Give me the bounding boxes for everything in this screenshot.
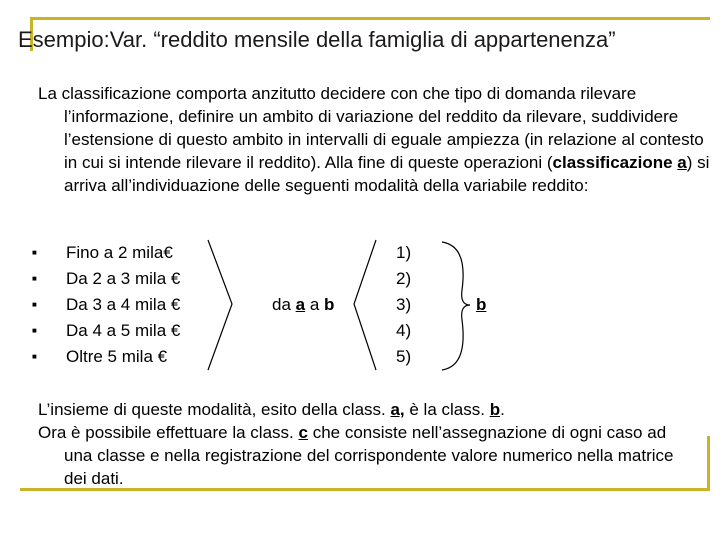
bottom-text-1b: è la class. — [404, 400, 490, 419]
bottom-text — [38, 398, 688, 490]
left-bracket — [208, 240, 232, 370]
bottom-line-2 — [38, 421, 688, 490]
bottom-line-1 — [38, 398, 688, 421]
right-curly-bracket — [442, 242, 470, 370]
bullet-icon: ■ — [32, 300, 37, 309]
bullet-icon: ■ — [32, 352, 37, 361]
modality-label: Fino a 2 mila€ — [66, 243, 173, 262]
code-item: 3) — [396, 295, 412, 314]
modality-label: Da 3 a 4 mila € — [66, 295, 181, 314]
bullet-icon: ■ — [32, 326, 37, 335]
middle-bracket — [354, 240, 376, 370]
bottom-text-1c: . — [500, 400, 505, 419]
bottom-text-1a: L’insieme di queste modalità, esito della class. — [38, 400, 391, 419]
right-b: b — [476, 295, 487, 314]
mid-prefix: da — [272, 295, 296, 314]
bottom-text-2a: Ora è possibile effettuare la class. — [38, 423, 299, 442]
bottom-b: b — [489, 400, 501, 419]
bullet-icon: ■ — [32, 274, 37, 283]
bottom-c: c — [298, 423, 308, 442]
mid-b: b — [324, 295, 335, 314]
modality-label: Da 4 a 5 mila € — [66, 321, 181, 340]
code-item: 5) — [396, 347, 412, 366]
bullet-icon: ■ — [32, 248, 37, 257]
intro-text-before: La classificazione comporta anzitutto decidere con che tipo di domanda rilevare l’informazione, definire un ambito di variazione del reddito da rilevare, suddividere l’estensione di questo ambito in intervalli di eguale ampiezza (in relazione al contesto in cui si intende rilevare il reddito). Alla fine di queste operazioni ( — [38, 84, 704, 172]
slide-title: Esempio:Var. “reddito mensile della famiglia di appartenenza” — [18, 27, 616, 52]
mid-sep: a — [305, 295, 325, 314]
bottom-text-2b: che consiste nell’assegnazione di ogni caso ad una classe e nella registrazione del corrispondente valore numerico nella matrice dei dati. — [64, 423, 674, 488]
bottom-a: a, — [390, 400, 405, 419]
intro-text-after: ) si arriva all’individuazione delle seguenti modalità della variabile reddito: — [64, 153, 710, 195]
intro-bold-letter: a — [677, 153, 687, 172]
intro-bold-word: classificazione — [552, 153, 673, 172]
mid-a: a — [295, 295, 306, 314]
modality-label: Oltre 5 mila € — [66, 347, 168, 366]
modality-label: Da 2 a 3 mila € — [66, 269, 181, 288]
code-item: 2) — [396, 269, 412, 288]
code-item: 1) — [396, 243, 412, 262]
code-item: 4) — [396, 321, 412, 340]
